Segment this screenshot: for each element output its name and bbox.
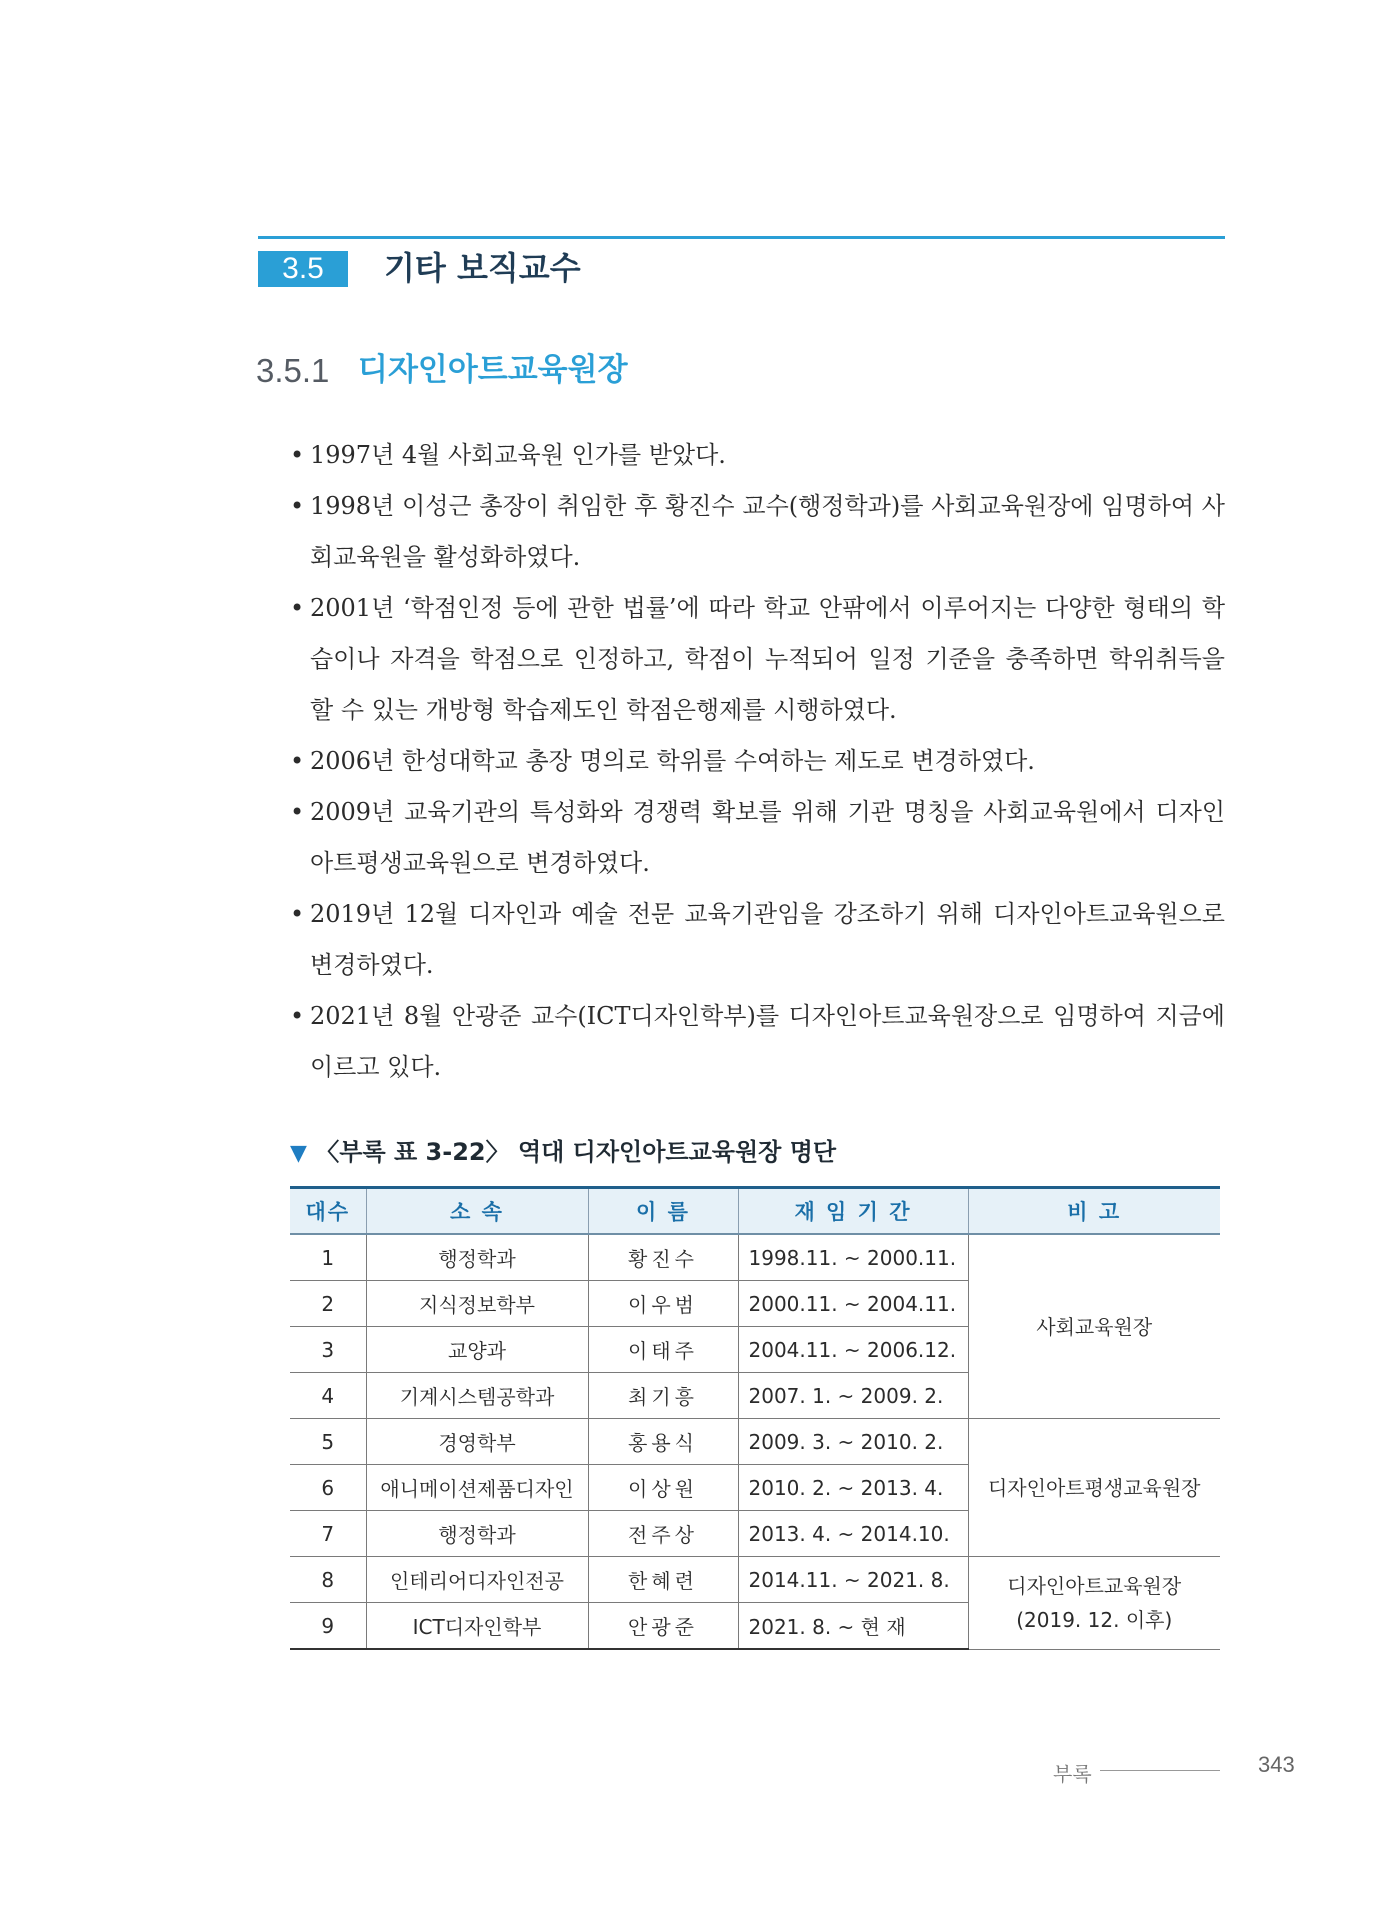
table-header-row [290,1188,1220,1235]
cell-name: 이우범 [588,1281,738,1327]
cell-name: 안광준 [588,1603,738,1650]
table-row [290,1557,1220,1603]
cell-no: 1 [290,1234,366,1281]
cell-period: 1998.11. ~ 2000.11. [738,1234,968,1281]
table-caption-text: 〈부록 표 3-22〉 역대 디자인아트교육원장 명단 [315,1138,837,1166]
cell-name: 한혜련 [588,1557,738,1603]
cell-no: 8 [290,1557,366,1603]
page-number: 343 [1258,1752,1295,1777]
cell-no: 2 [290,1281,366,1327]
table-row [290,1234,1220,1281]
cell-no: 9 [290,1603,366,1650]
footer-label: 부록 [1053,1762,1092,1786]
header-affiliation: 소 속 [366,1188,588,1235]
footer-rule [1100,1770,1220,1771]
bullet-item: • 2006년 한성대학교 총장 명의로 학위를 수여하는 제도로 변경하였다. [290,736,1225,787]
table-row [290,1419,1220,1465]
section-number-badge: 3.5 [258,251,348,287]
history-bullet-list [290,430,1225,1093]
cell-name: 최기흥 [588,1373,738,1419]
bullet-item: • 2009년 교육기관의 특성화와 경쟁력 확보를 위해 기관 명칭을 사회교육원에서 디자인아트평생교육원으로 변경하였다. [290,787,1225,889]
note-line: (2019. 12. 이후) [1016,1607,1173,1632]
cell-no: 4 [290,1373,366,1419]
directors-table [290,1186,1220,1650]
section-top-rule [258,236,1225,239]
cell-name: 홍용식 [588,1419,738,1465]
note-line: 디자인아트교육원장 [1007,1573,1182,1598]
cell-no: 3 [290,1327,366,1373]
cell-period: 2014.11. ~ 2021. 8. [738,1557,968,1603]
subsection-number: 3.5.1 [256,352,330,389]
cell-period: 2013. 4. ~ 2014.10. [738,1511,968,1557]
bullet-item: • 2019년 12월 디자인과 예술 전문 교육기관임을 강조하기 위해 디자인아트교육원으로 변경하였다. [290,889,1225,991]
header-period: 재 임 기 간 [738,1188,968,1235]
cell-period: 2007. 1. ~ 2009. 2. [738,1373,968,1419]
header-note: 비 고 [968,1188,1220,1235]
cell-period: 2021. 8. ~ 현 재 [738,1603,968,1650]
cell-affiliation: 인테리어디자인전공 [366,1557,588,1603]
cell-name: 황진수 [588,1234,738,1281]
cell-no: 7 [290,1511,366,1557]
cell-period: 2009. 3. ~ 2010. 2. [738,1419,968,1465]
cell-note [968,1557,1220,1650]
cell-note: 디자인아트평생교육원장 [968,1419,1220,1557]
cell-name: 전주상 [588,1511,738,1557]
bullet-item: • 2021년 8월 안광준 교수(ICT디자인학부)를 디자인아트교육원장으로 임명하여 지금에 이르고 있다. [290,991,1225,1093]
subsection-title: 디자인아트교육원장 [358,352,628,388]
bullet-item: • 2001년 ‘학점인정 등에 관한 법률’에 따라 학교 안팎에서 이루어지는 다양한 형태의 학습이나 자격을 학점으로 인정하고, 학점이 누적되어 일정 기준을 충족하면 학위취득을 할 수 있는 개방형 학습제도인 학점은행제를 시행하였다. [290,583,1225,736]
triangle-down-icon: ▼ [290,1141,307,1166]
cell-affiliation: 행정학과 [366,1511,588,1557]
cell-period: 2000.11. ~ 2004.11. [738,1281,968,1327]
bullet-item: • 1997년 4월 사회교육원 인가를 받았다. [290,430,1225,481]
cell-affiliation: ICT디자인학부 [366,1603,588,1650]
cell-no: 5 [290,1419,366,1465]
cell-period: 2010. 2. ~ 2013. 4. [738,1465,968,1511]
section-title: 기타 보직교수 [384,249,581,287]
cell-no: 6 [290,1465,366,1511]
cell-note: 사회교육원장 [968,1234,1220,1419]
cell-period: 2004.11. ~ 2006.12. [738,1327,968,1373]
header-no: 대수 [290,1188,366,1235]
cell-affiliation: 교양과 [366,1327,588,1373]
table-caption [290,1135,836,1171]
cell-affiliation: 지식정보학부 [366,1281,588,1327]
cell-affiliation: 행정학과 [366,1234,588,1281]
cell-affiliation: 기계시스템공학과 [366,1373,588,1419]
cell-affiliation: 애니메이션제품디자인 [366,1465,588,1511]
bullet-item: • 1998년 이성근 총장이 취임한 후 황진수 교수(행정학과)를 사회교육원장에 임명하여 사회교육원을 활성화하였다. [290,481,1225,583]
cell-affiliation: 경영학부 [366,1419,588,1465]
cell-name: 이태주 [588,1327,738,1373]
header-name: 이 름 [588,1188,738,1235]
cell-name: 이상원 [588,1465,738,1511]
